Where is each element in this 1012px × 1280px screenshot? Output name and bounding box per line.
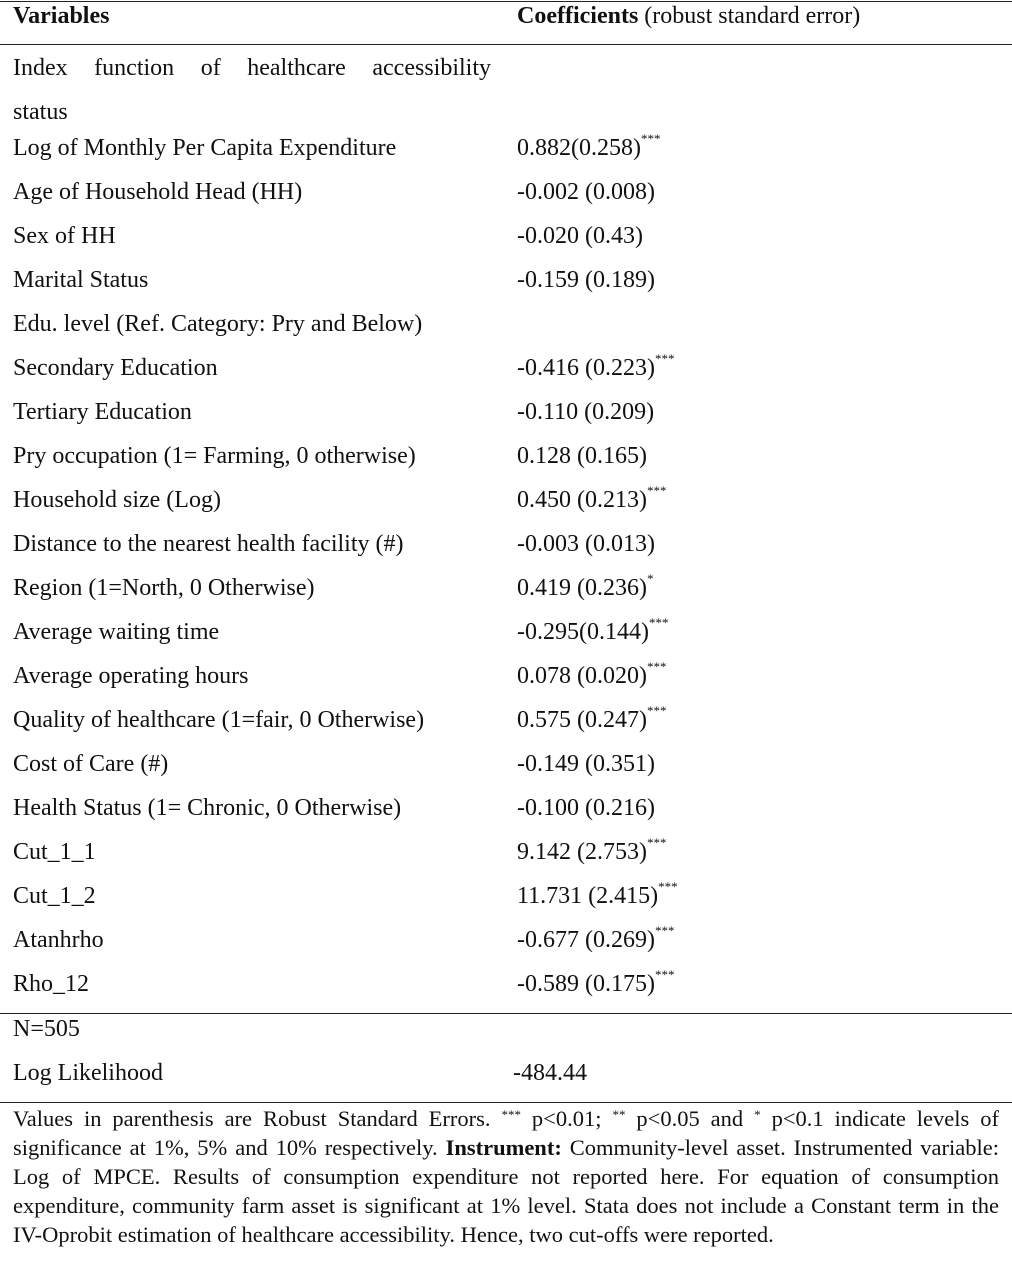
table-row — [0, 751, 1012, 795]
index-function-label: Index function of healthcare accessibility — [13, 55, 491, 81]
coefficient-text: 0.419 (0.236) — [517, 575, 647, 601]
variable-label: Distance to the nearest health facility (#) — [13, 531, 404, 557]
index-function-label-cont: status — [13, 99, 68, 125]
coefficient-value — [517, 923, 675, 954]
variable-label: Sex of HH — [13, 223, 116, 249]
variable-label: Health Status (1= Chronic, 0 Otherwise) — [13, 795, 402, 821]
coefficient-value — [517, 399, 654, 426]
log-likelihood-label: Log Likelihood — [13, 1060, 163, 1086]
coefficient-value — [517, 795, 655, 822]
variable-label: Cost of Care (#) — [13, 751, 169, 777]
table-row — [0, 311, 1012, 355]
table-row — [0, 131, 1012, 179]
table-row — [0, 223, 1012, 267]
coefficient-value — [517, 835, 667, 866]
significance-stars: *** — [654, 923, 675, 938]
significance-stars: *** — [654, 351, 675, 366]
variable-label: Atanhrho — [13, 927, 104, 953]
log-likelihood-value: -484.44 — [513, 1060, 587, 1086]
coefficient-text: -0.020 (0.43) — [517, 223, 643, 249]
coefficient-text: 0.078 (0.020) — [517, 663, 647, 689]
variable-label: Quality of healthcare (1=fair, 0 Otherwise) — [13, 707, 425, 733]
table-row — [0, 267, 1012, 311]
variable-label: Marital Status — [13, 267, 149, 293]
coefficient-value — [517, 131, 661, 162]
table-row — [0, 531, 1012, 575]
table-row — [0, 923, 1012, 971]
table-row-n — [0, 1016, 1012, 1060]
top-rule — [0, 1, 1012, 2]
coefficient-value — [517, 443, 647, 470]
header-rule — [0, 44, 1012, 45]
body-rule — [0, 1013, 1012, 1014]
table-note: Values in parenthesis are Robust Standard Errors. *** p<0.01; ** p<0.05 and * p<0.1 indicate levels of significance at 1%, 5% and 10% respectively. Instrument: Community-level asset. Instrumented variable: Log of MPCE. Results of consumption expenditure not reported here. For equation of consumption expenditure, community farm asset is significant at 1% level. Stata does not include a Constant term in the IV-Oprobit estimation of healthcare accessibility. Hence, two cut-offs were reported. — [13, 1106, 999, 1247]
coefficient-text: 0.450 (0.213) — [517, 487, 647, 513]
variable-label: Cut_1_2 — [13, 883, 96, 909]
table-row — [0, 483, 1012, 531]
table-row — [0, 443, 1012, 487]
coefficient-text: 0.128 (0.165) — [517, 443, 647, 469]
variable-label: Average waiting time — [13, 619, 220, 645]
coefficient-text: -0.003 (0.013) — [517, 531, 655, 557]
table-row — [0, 967, 1012, 1015]
header-coefficients: Coefficients (robust standard error) — [517, 3, 861, 29]
significance-stars: *** — [654, 967, 675, 982]
table-row-log-likelihood — [0, 1060, 1012, 1104]
variable-label: Age of Household Head (HH) — [13, 179, 303, 205]
header-variables: Variables — [13, 3, 110, 29]
coefficient-value — [517, 223, 643, 250]
variable-label: Region (1=North, 0 Otherwise) — [13, 575, 315, 601]
coefficient-value — [517, 483, 667, 514]
table-row — [0, 399, 1012, 443]
coefficient-text: -0.416 (0.223) — [517, 355, 655, 381]
variable-label: Cut_1_1 — [13, 839, 96, 865]
footer-rule — [0, 1102, 1012, 1103]
table-row — [0, 703, 1012, 751]
variable-label: Edu. level (Ref. Category: Pry and Below) — [13, 311, 423, 337]
coefficient-text: -0.002 (0.008) — [517, 179, 655, 205]
table-row — [0, 179, 1012, 223]
coefficient-text: 0.575 (0.247) — [517, 707, 647, 733]
coefficient-value — [517, 615, 669, 646]
table-row — [0, 571, 1012, 619]
table-row — [0, 615, 1012, 663]
coefficient-value — [517, 967, 675, 998]
n-label: N=505 — [13, 1016, 80, 1042]
table-row — [0, 351, 1012, 399]
table-row — [0, 659, 1012, 707]
coefficient-text: -0.677 (0.269) — [517, 927, 655, 953]
variable-label: Secondary Education — [13, 355, 218, 381]
variable-label: Rho_12 — [13, 971, 90, 997]
significance-stars: * — [646, 571, 654, 586]
variable-label: Pry occupation (1= Farming, 0 otherwise) — [13, 443, 416, 469]
variable-label: Household size (Log) — [13, 487, 221, 513]
significance-stars: *** — [658, 879, 678, 894]
coefficient-text: -0.295(0.144) — [517, 619, 649, 645]
coefficient-value — [517, 351, 675, 382]
significance-stars: *** — [648, 615, 669, 630]
coefficient-text: -0.149 (0.351) — [517, 751, 655, 777]
coefficient-value — [517, 531, 655, 558]
significance-stars: *** — [646, 483, 667, 498]
coefficient-value — [517, 751, 655, 778]
variable-label: Average operating hours — [13, 663, 249, 689]
significance-stars: *** — [646, 835, 667, 850]
coefficient-text: -0.589 (0.175) — [517, 971, 655, 997]
table-row — [0, 879, 1012, 927]
variable-label: Log of Monthly Per Capita Expenditure — [13, 135, 397, 161]
coefficient-value — [517, 659, 667, 690]
coefficient-text: -0.100 (0.216) — [517, 795, 655, 821]
significance-stars: *** — [646, 703, 667, 718]
coefficient-value — [517, 703, 667, 734]
coefficient-value — [517, 571, 654, 602]
coefficient-text: 9.142 (2.753) — [517, 839, 647, 865]
coefficient-text: 11.731 (2.415) — [517, 883, 659, 909]
coefficient-text: 0.882(0.258) — [517, 135, 641, 161]
table-row — [0, 835, 1012, 883]
significance-stars: *** — [640, 131, 661, 146]
variable-label: Tertiary Education — [13, 399, 192, 425]
significance-stars: *** — [646, 659, 667, 674]
coefficient-value — [517, 179, 655, 206]
coefficient-value — [517, 267, 655, 294]
coefficient-text: -0.110 (0.209) — [517, 399, 655, 425]
coefficient-text: -0.159 (0.189) — [517, 267, 655, 293]
table-row — [0, 795, 1012, 839]
coefficient-value — [517, 879, 678, 910]
